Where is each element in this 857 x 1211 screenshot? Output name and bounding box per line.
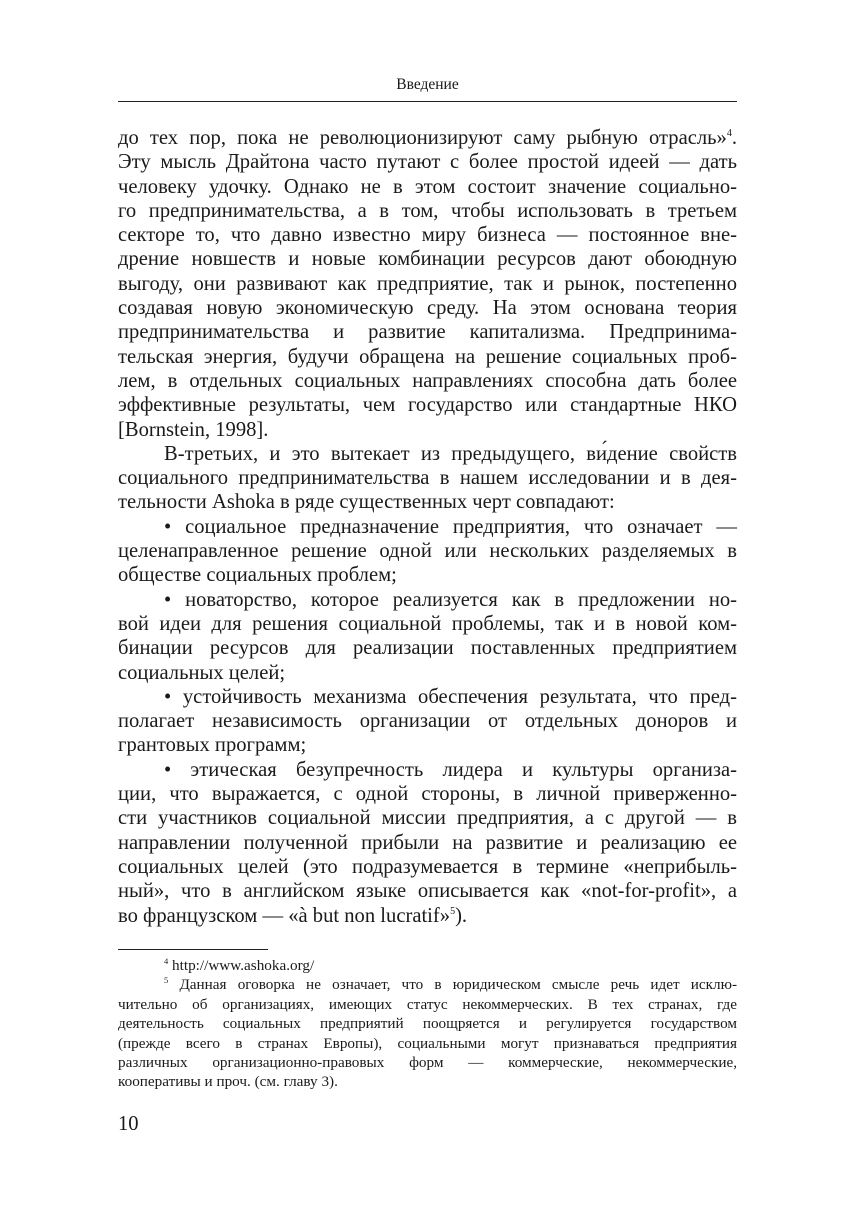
bullet-item: • устойчивость механизма обеспечения результата, что пред- bbox=[164, 685, 737, 708]
body-line: В-третьих, и это вытекает из предыдущего, ви́дение свойств bbox=[164, 442, 737, 465]
body-line: го предпринимательства, а в том, чтобы использовать в третьем bbox=[118, 199, 737, 222]
body-line: полагает независимость организации от отдельных доноров и bbox=[118, 710, 737, 733]
footnote-5: $^5$ Данная оговорка не означает, что в юридическом смысле речь идет исклю- bbox=[164, 975, 738, 994]
bullet-item: • этическая безупречность лидера и культуры организа- bbox=[164, 758, 737, 781]
footnotes bbox=[118, 956, 737, 1092]
body-line: до тех пор, пока не революционизируют саму рыбную отрасль»$^4$. bbox=[118, 127, 737, 149]
body-line: Эту мысль Драйтона часто путают с более простой идеей — дать bbox=[118, 151, 737, 174]
body-line: направлении полученной прибыли на развитие и реализацию ее bbox=[118, 831, 737, 854]
body-line: тельности Ashoka в ряде существенных черт совпадают: bbox=[118, 491, 615, 514]
footnote-link[interactable]: http://www.ashoka.org/ bbox=[172, 957, 315, 974]
bullet-item: • социальное предназначение предприятия, что означает — bbox=[164, 515, 737, 538]
body-line: обществе социальных проблем; bbox=[118, 564, 397, 587]
body-line: тельская энергия, будучи обращена на решение социальных проб- bbox=[118, 345, 737, 368]
body-line: социальных целей (это подразумевается в термине «неприбыль- bbox=[118, 855, 737, 878]
bullet-item: • новаторство, которое реализуется как в предложении но- bbox=[164, 588, 737, 611]
body-line: во французском — «à but non lucratif»$^5$). bbox=[118, 904, 468, 927]
footnote-line: чительно об организациях, имеющих статус некоммерческих. В тех странах, где bbox=[118, 995, 737, 1013]
footnote-line: (прежде всего в странах Европы), социальными могут признаваться предприятия bbox=[118, 1034, 737, 1052]
footnote-ref-5[interactable]: 5 bbox=[450, 905, 456, 917]
body-line: сти участников социальной миссии предприятия, а с другой — в bbox=[118, 807, 737, 830]
body-line: целенаправленное решение одной или нескольких разделяемых в bbox=[118, 540, 737, 563]
header-rule bbox=[118, 101, 737, 102]
body-line: вой идеи для решения социальной проблемы, так и в новой ком- bbox=[118, 612, 737, 635]
footnote-number: 5 bbox=[164, 975, 169, 986]
body-line: лем, в отдельных социальных направлениях способна дать более bbox=[118, 369, 737, 392]
footnote-line: деятельность социальных предприятий поощряется и регулируется государством bbox=[118, 1015, 737, 1033]
body-line: социальных целей; bbox=[118, 661, 286, 684]
footnote-number: 4 bbox=[164, 955, 169, 966]
footnote-ref-4[interactable]: 4 bbox=[726, 128, 732, 140]
footnote-4 bbox=[118, 956, 737, 975]
footnote-line: различных организационно-правовых форм — коммерческие, некоммерческие, bbox=[118, 1053, 737, 1071]
footnote-line: кооперативы и проч. (см. главу 3). bbox=[118, 1073, 338, 1091]
body-line: [Bornstein, 1998]. bbox=[118, 418, 269, 441]
body-line: социального предпринимательства в нашем исследовании и в дея- bbox=[118, 467, 737, 490]
body-line: эффективные результаты, чем государство или стандартные НКО bbox=[118, 394, 737, 417]
body-text bbox=[118, 126, 737, 928]
body-line: выгоду, они развивают как предприятие, так и рынок, постепенно bbox=[118, 272, 737, 295]
body-line: ный», что в английском языке описывается как «not-for-profit», а bbox=[118, 880, 737, 903]
body-line: предпринимательства и развитие капитализма. Предпринима- bbox=[118, 321, 737, 344]
body-line: грантовых программ; bbox=[118, 734, 307, 757]
body-line: бинации ресурсов для реализации поставленных предприятием bbox=[118, 637, 737, 660]
body-line: дрение новшеств и новые комбинации ресурсов дают обоюдную bbox=[118, 248, 737, 271]
page-number: 10 bbox=[118, 1113, 139, 1135]
body-line: создавая новую экономическую среду. На этом основана теория bbox=[118, 297, 737, 320]
body-line: человеку удочку. Однако не в этом состоит значение социально- bbox=[118, 175, 737, 198]
running-header: Введение bbox=[396, 76, 459, 93]
body-line: ции, что выражается, с одной стороны, в личной приверженно- bbox=[118, 783, 737, 806]
footnote-rule bbox=[118, 949, 268, 950]
body-line: секторе то, что давно известно миру бизнеса — постоянное вне- bbox=[118, 224, 737, 247]
